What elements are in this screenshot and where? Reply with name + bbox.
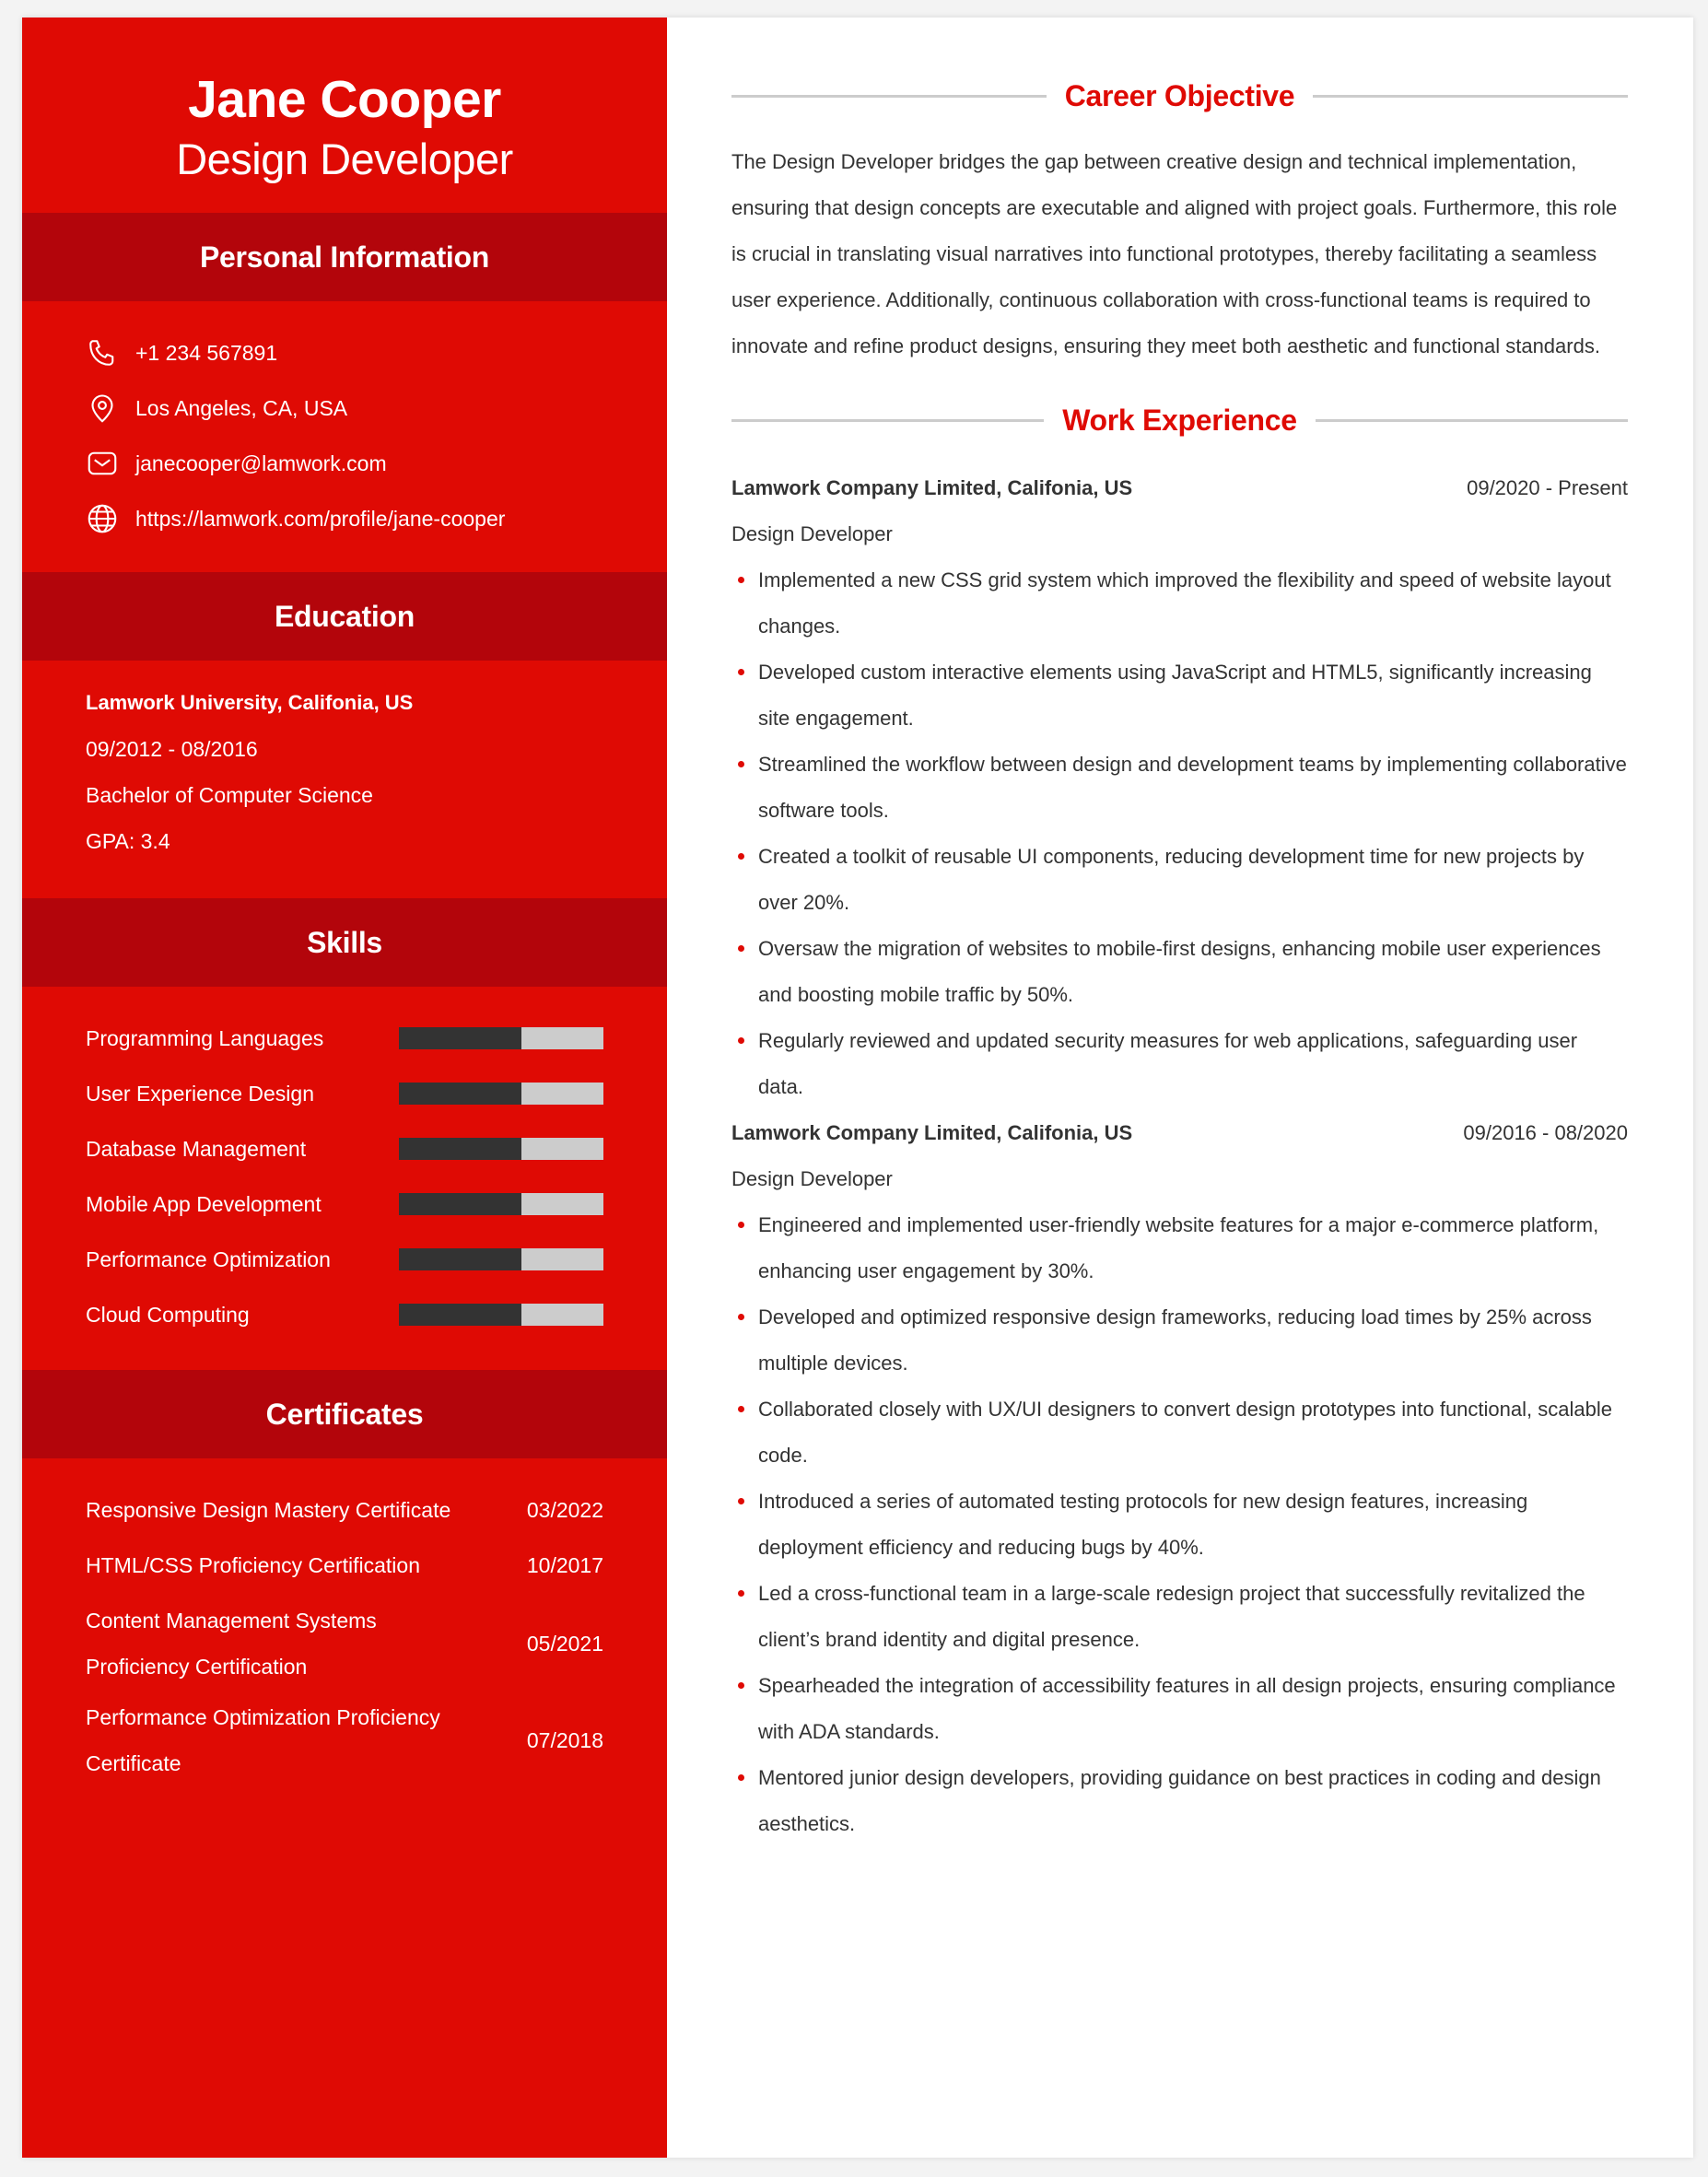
section-title: Work Experience [1062, 403, 1297, 437]
candidate-name: Jane Cooper [188, 70, 501, 129]
skill-item [86, 1176, 603, 1232]
job-dates: 09/2020 - Present [1467, 476, 1628, 499]
job-entry [731, 1110, 1628, 1847]
job-bullet: Introduced a series of automated testing protocols for new design features, increasing deployment efficiency and reducing bugs by 40%. [731, 1479, 1628, 1571]
certificate-date: 10/2017 [526, 1552, 603, 1577]
skill-bar-fill [399, 1138, 521, 1160]
skill-item [86, 1287, 603, 1342]
certificate-date: 07/2018 [526, 1727, 603, 1752]
job-bullet: Mentored junior design developers, providing guidance on best practices in coding and design aesthetics. [731, 1755, 1628, 1847]
divider [1313, 95, 1628, 98]
skill-item [86, 1066, 603, 1121]
job-bullet: Developed and optimized responsive design frameworks, reducing load times by 25% across multiple devices. [731, 1294, 1628, 1387]
job-entry [731, 465, 1628, 1110]
skill-bar-fill [399, 1248, 521, 1270]
contact-phone-text: +1 234 567891 [135, 340, 278, 365]
career-objective-text: The Design Developer bridges the gap between creative design and technical implementation, ensuring that design concepts are executable and aligned with project goals. Furthermore, this role is crucial in translating visual narratives into functional prototypes, thereby facilitating a seamless user experience. Additionally, continuous collaboration with cross-functional teams is required to innovate and refine product designs, ensuring they meet both aesthetic and functional standards. [731, 150, 1618, 357]
certificate-item [86, 1482, 603, 1538]
skill-bar-fill [399, 1304, 521, 1326]
skill-name: Mobile App Development [86, 1191, 322, 1216]
contact-website [86, 491, 667, 546]
globe-icon [86, 502, 119, 535]
job-header [731, 465, 1628, 511]
job-bullet: Spearheaded the integration of accessibility features in all design projects, ensuring compliance with ADA standards. [731, 1663, 1628, 1755]
certificate-name: HTML/CSS Proficiency Certification [86, 1553, 420, 1577]
divider [731, 95, 1047, 98]
personal-info-heading: Personal Information [22, 213, 667, 301]
education-school: Lamwork University, Califonia, US [86, 691, 414, 714]
certificate-name: Performance Optimization Proficiency Certificate [86, 1705, 440, 1775]
skill-name: Performance Optimization [86, 1247, 331, 1271]
job-bullet: Oversaw the migration of websites to mobile-first designs, enhancing mobile user experiences and boosting mobile traffic by 50%. [731, 926, 1628, 1018]
phone-icon [86, 336, 119, 369]
certificates-list [22, 1458, 667, 1814]
job-title: Design Developer [731, 522, 893, 545]
main-content [667, 18, 1693, 2158]
skill-name: Cloud Computing [86, 1302, 250, 1327]
contact-email-text: janecooper@lamwork.com [135, 451, 387, 475]
job-bullet: Created a toolkit of reusable UI components, reducing development time for new projects by over 20%. [731, 834, 1628, 926]
job-bullet: Led a cross-functional team in a large-scale redesign project that successfully revitalized the client’s brand identity and digital presence. [731, 1571, 1628, 1663]
skill-bar [399, 1083, 603, 1105]
work-experience-heading [731, 377, 1628, 463]
section-title: Career Objective [1064, 78, 1295, 112]
email-icon [86, 447, 119, 480]
skill-name: Programming Languages [86, 1025, 324, 1050]
job-company: Lamwork Company Limited, Califonia, US [731, 1121, 1133, 1144]
candidate-role: Design Developer [176, 135, 513, 183]
skills-list [22, 987, 667, 1370]
contact-phone [86, 325, 667, 380]
skill-name: User Experience Design [86, 1081, 315, 1106]
job-bullets [731, 557, 1628, 1110]
job-bullet: Developed custom interactive elements using JavaScript and HTML5, significantly increasing site engagement. [731, 650, 1628, 742]
contact-email [86, 436, 667, 491]
education-gpa: GPA: 3.4 [86, 829, 170, 853]
skill-item [86, 1232, 603, 1287]
contact-location-text: Los Angeles, CA, USA [135, 395, 348, 420]
certificate-name: Responsive Design Mastery Certificate [86, 1498, 451, 1522]
skill-bar [399, 1248, 603, 1270]
skill-bar [399, 1193, 603, 1215]
skill-bar [399, 1304, 603, 1326]
job-bullet: Streamlined the workflow between design and development teams by implementing collaborative software tools. [731, 742, 1628, 834]
certificate-name: Content Management Systems Proficiency Certification [86, 1609, 377, 1679]
education-dates: 09/2012 - 08/2016 [86, 737, 258, 761]
certificate-date: 03/2022 [526, 1497, 603, 1522]
skill-bar-fill [399, 1193, 521, 1215]
skill-bar-fill [399, 1083, 521, 1105]
divider [731, 419, 1044, 422]
education-degree: Bachelor of Computer Science [86, 783, 373, 807]
sidebar [22, 18, 667, 2158]
name-block [22, 18, 667, 213]
contact-location [86, 380, 667, 436]
location-pin-icon [86, 392, 119, 425]
job-bullet: Implemented a new CSS grid system which improved the flexibility and speed of website layout changes. [731, 557, 1628, 650]
job-bullets [731, 1202, 1628, 1847]
job-header [731, 1110, 1628, 1156]
divider [1316, 419, 1628, 422]
skill-bar [399, 1027, 603, 1049]
resume-page [22, 18, 1693, 2158]
certificate-item [86, 1694, 603, 1786]
skill-name: Database Management [86, 1136, 307, 1161]
certificate-date: 05/2021 [526, 1631, 603, 1656]
education-heading: Education [22, 572, 667, 661]
certificate-item [86, 1593, 603, 1694]
certificate-item [86, 1538, 603, 1593]
skill-item [86, 1011, 603, 1066]
skill-bar [399, 1138, 603, 1160]
contact-website-text: https://lamwork.com/profile/jane-cooper [135, 506, 506, 531]
job-bullet: Engineered and implemented user-friendly website features for a major e-commerce platform, enhancing user engagement by 30%. [731, 1202, 1628, 1294]
skills-heading: Skills [22, 898, 667, 987]
skill-bar-fill [399, 1027, 521, 1049]
certificates-heading: Certificates [22, 1370, 667, 1458]
education-block [22, 661, 667, 898]
skill-item [86, 1121, 603, 1176]
job-dates: 09/2016 - 08/2020 [1463, 1121, 1628, 1144]
job-title: Design Developer [731, 1167, 893, 1190]
contact-list [22, 301, 667, 572]
career-objective-heading [731, 53, 1628, 139]
job-bullet: Collaborated closely with UX/UI designers to convert design prototypes into functional, scalable code. [731, 1387, 1628, 1479]
job-company: Lamwork Company Limited, Califonia, US [731, 476, 1133, 499]
job-bullet: Regularly reviewed and updated security measures for web applications, safeguarding user data. [731, 1018, 1628, 1110]
